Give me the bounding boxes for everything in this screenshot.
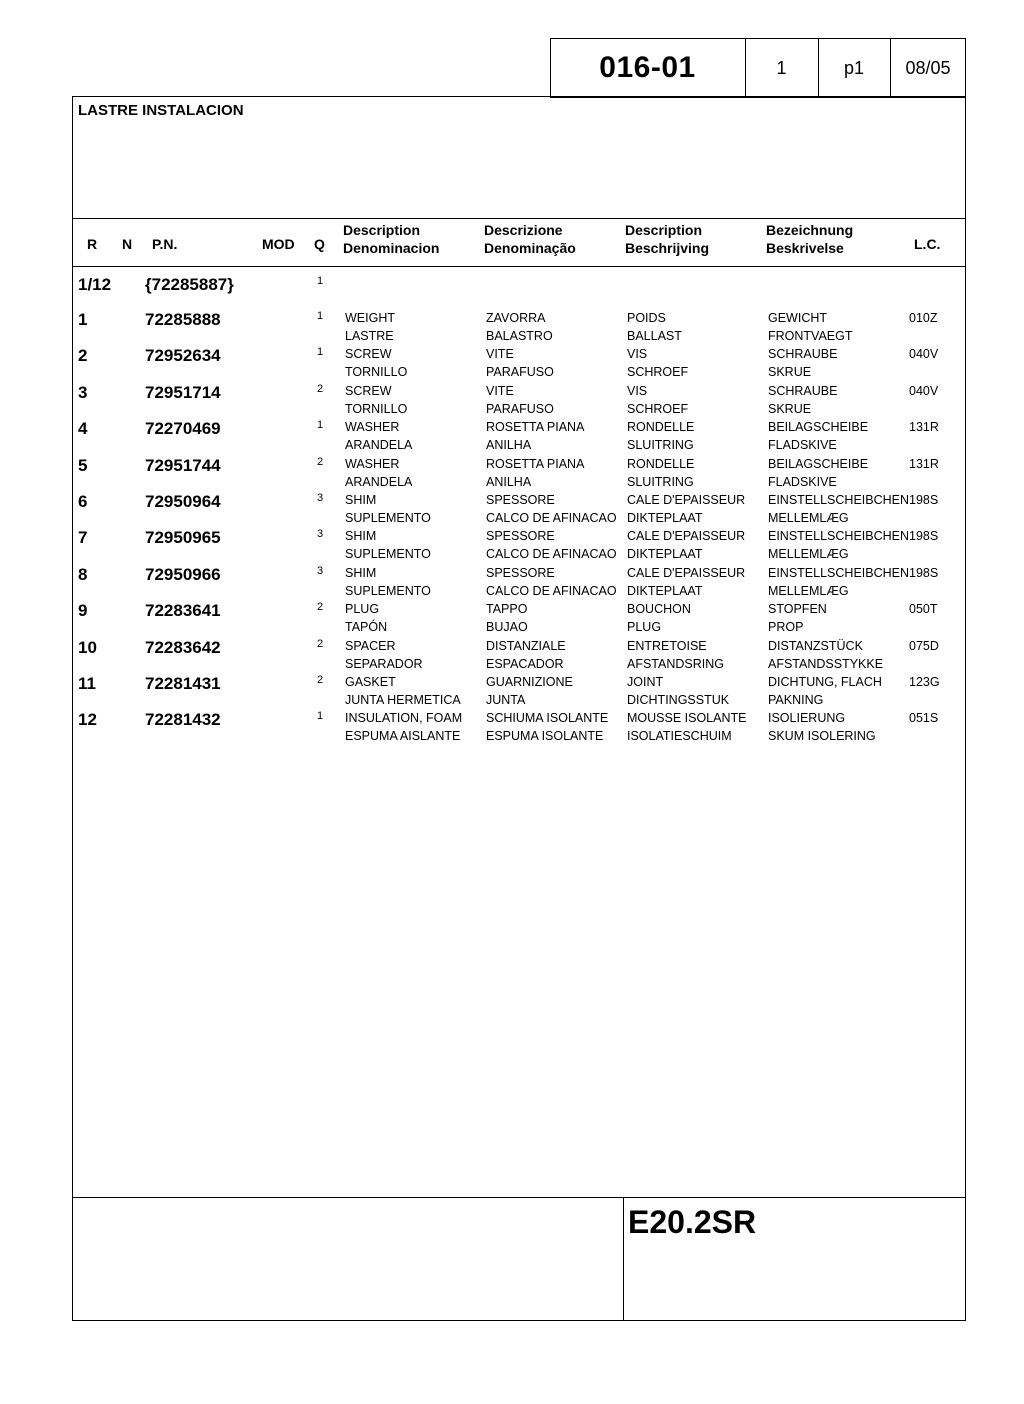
desc-it: DISTANZIALE bbox=[486, 638, 566, 653]
quantity: 2 bbox=[317, 601, 324, 614]
desc-it: GUARNIZIONE bbox=[486, 675, 573, 689]
desc-fr: CALE D'EPAISSEUR bbox=[627, 565, 746, 580]
part-number: 72283641 bbox=[145, 601, 221, 621]
desc-da: FLADSKIVE bbox=[768, 474, 837, 489]
desc-es: TAPÓN bbox=[345, 620, 388, 635]
desc-nl: DIKTEPLAAT bbox=[627, 547, 703, 562]
desc-pt: BUJAO bbox=[486, 620, 528, 635]
desc-en: SHIM bbox=[345, 493, 377, 507]
desc-fr: CALE D'EPAISSEUR bbox=[627, 529, 746, 544]
divider bbox=[72, 1197, 966, 1198]
desc-pt: CALCO DE AFINACAO bbox=[486, 511, 617, 525]
divider bbox=[72, 266, 966, 267]
desc-de: ISOLIERUNG bbox=[768, 711, 846, 726]
lc-code: 050T bbox=[909, 602, 938, 617]
desc-it: VITE bbox=[486, 347, 514, 362]
desc-it: SPESSORE bbox=[486, 493, 555, 507]
ref-number: 9 bbox=[78, 601, 88, 621]
desc-es: ARANDELA bbox=[345, 438, 413, 453]
desc-nl: DICHTINGSSTUK bbox=[627, 693, 730, 707]
desc-en: GASKET bbox=[345, 675, 396, 689]
desc-de: BEILAGSCHEIBE bbox=[768, 456, 869, 471]
desc-pt: CALCO DE AFINACAO bbox=[486, 547, 617, 562]
desc-nl: DIKTEPLAAT bbox=[627, 583, 703, 598]
col-n: N bbox=[122, 236, 133, 252]
ref-number: 2 bbox=[78, 346, 88, 366]
desc-pt: PARAFUSO bbox=[486, 365, 554, 380]
desc-it: ZAVORRA bbox=[486, 311, 546, 325]
desc-it: SPESSORE bbox=[486, 529, 555, 544]
divider bbox=[623, 1197, 624, 1321]
desc-da: PAKNING bbox=[768, 693, 824, 707]
desc-es: ESPUMA AISLANTE bbox=[345, 729, 461, 744]
desc-pt: ANILHA bbox=[486, 474, 532, 489]
quantity: 1 bbox=[317, 710, 324, 723]
desc-en: SHIM bbox=[345, 529, 377, 544]
desc-fr: VIS bbox=[627, 347, 648, 362]
desc-da: MELLEMLÆG bbox=[768, 547, 849, 562]
quantity: 3 bbox=[317, 564, 324, 577]
desc-de: DISTANZSTÜCK bbox=[768, 638, 863, 653]
desc-de: SCHRAUBE bbox=[768, 383, 838, 398]
lc-code: 010Z bbox=[909, 311, 938, 325]
desc-nl: BALLAST bbox=[627, 329, 682, 343]
desc-nl: SLUITRING bbox=[627, 438, 694, 453]
desc-pt: CALCO DE AFINACAO bbox=[486, 583, 617, 598]
part-number: 72951744 bbox=[145, 455, 221, 475]
desc-it: SPESSORE bbox=[486, 565, 555, 580]
desc-fr: VIS bbox=[627, 383, 648, 398]
desc-nl: PLUG bbox=[627, 620, 662, 635]
page-code: 016-01 bbox=[599, 51, 696, 84]
desc-en: WASHER bbox=[345, 456, 400, 471]
desc-es: SUPLEMENTO bbox=[345, 547, 431, 562]
desc-it: ROSETTA PIANA bbox=[486, 420, 585, 435]
desc-es: LASTRE bbox=[345, 329, 394, 343]
desc-en: SHIM bbox=[345, 565, 377, 580]
quantity: 2 bbox=[317, 455, 324, 468]
lc-code: 123G bbox=[909, 675, 940, 689]
lc-code: 075D bbox=[909, 638, 939, 653]
desc-de: BEILAGSCHEIBE bbox=[768, 420, 869, 435]
col-q: Q bbox=[314, 236, 325, 252]
col-desc-pt: Denominação bbox=[484, 240, 576, 256]
desc-da: FRONTVAEGT bbox=[768, 329, 853, 343]
desc-pt: PARAFUSO bbox=[486, 401, 554, 416]
quantity: 3 bbox=[317, 528, 324, 541]
desc-nl: ISOLATIESCHUIM bbox=[627, 729, 732, 744]
desc-da: SKRUE bbox=[768, 401, 812, 416]
desc-fr: POIDS bbox=[627, 311, 666, 325]
ref-number: 11 bbox=[78, 674, 96, 693]
ref-number: 3 bbox=[78, 382, 88, 402]
part-number: 72950964 bbox=[145, 492, 221, 511]
col-desc-en: Description bbox=[343, 222, 421, 238]
ref-number: 1 bbox=[78, 310, 88, 329]
col-desc-nl: Beschrijving bbox=[625, 240, 710, 256]
lc-code: 131R bbox=[909, 420, 939, 435]
part-number: 72283642 bbox=[145, 637, 221, 657]
part-number: 72951714 bbox=[145, 382, 221, 402]
part-number: 72281432 bbox=[145, 710, 221, 730]
lc-code: 040V bbox=[909, 347, 939, 362]
desc-pt: ESPACADOR bbox=[486, 656, 564, 671]
desc-fr: MOUSSE ISOLANTE bbox=[627, 711, 747, 726]
sheet-number: 1 bbox=[776, 57, 787, 78]
desc-it: TAPPO bbox=[486, 602, 528, 617]
lc-code: 131R bbox=[909, 456, 939, 471]
col-desc-da: Beskrivelse bbox=[766, 240, 844, 256]
desc-pt: ANILHA bbox=[486, 438, 532, 453]
col-desc-de: Bezeichnung bbox=[766, 222, 854, 238]
desc-en: PLUG bbox=[345, 602, 380, 617]
desc-nl: SCHROEF bbox=[627, 365, 689, 380]
part-number: 72952634 bbox=[145, 346, 221, 366]
desc-da: SKUM ISOLERING bbox=[768, 729, 876, 744]
model-code: E20.2SR bbox=[628, 1204, 757, 1240]
desc-nl: DIKTEPLAAT bbox=[627, 511, 703, 525]
desc-fr: RONDELLE bbox=[627, 456, 695, 471]
desc-it: SCHIUMA ISOLANTE bbox=[486, 711, 609, 726]
desc-pt: BALASTRO bbox=[486, 329, 553, 343]
desc-en: INSULATION, FOAM bbox=[345, 711, 463, 726]
desc-de: SCHRAUBE bbox=[768, 347, 838, 362]
ref-number: 12 bbox=[78, 710, 97, 730]
ref-number: 7 bbox=[78, 528, 88, 548]
desc-fr: ENTRETOISE bbox=[627, 638, 707, 653]
part-number: 72270469 bbox=[145, 419, 221, 439]
desc-es: SUPLEMENTO bbox=[345, 583, 431, 598]
col-mod: MOD bbox=[262, 236, 295, 252]
quantity: 1 bbox=[317, 346, 324, 359]
lc-code: 051S bbox=[909, 711, 939, 726]
desc-fr: BOUCHON bbox=[627, 602, 691, 617]
desc-da: PROP bbox=[768, 620, 804, 635]
desc-pt: JUNTA bbox=[486, 693, 526, 707]
desc-fr: RONDELLE bbox=[627, 420, 695, 435]
assembly-ref: 1/12 bbox=[78, 275, 112, 294]
desc-pt: ESPUMA ISOLANTE bbox=[486, 729, 604, 744]
desc-de: EINSTELLSCHEIBCHEN bbox=[768, 493, 910, 507]
ref-number: 6 bbox=[78, 492, 88, 511]
desc-en: WASHER bbox=[345, 420, 400, 435]
lc-code: 198S bbox=[909, 565, 939, 580]
desc-it: ROSETTA PIANA bbox=[486, 456, 585, 471]
quantity: 1 bbox=[317, 310, 324, 322]
col-lc: L.C. bbox=[914, 236, 941, 252]
desc-da: FLADSKIVE bbox=[768, 438, 837, 453]
col-pn: P.N. bbox=[152, 236, 178, 252]
revision-date: 08/05 bbox=[905, 57, 951, 78]
lc-code: 198S bbox=[909, 493, 939, 507]
desc-es: SUPLEMENTO bbox=[345, 511, 431, 525]
desc-nl: SCHROEF bbox=[627, 401, 689, 416]
quantity: 2 bbox=[317, 637, 324, 650]
col-desc-es: Denominacion bbox=[343, 240, 440, 256]
page-label: p1 bbox=[843, 57, 865, 78]
desc-de: STOPFEN bbox=[768, 602, 827, 617]
part-number: 72281431 bbox=[145, 674, 221, 693]
ref-number: 4 bbox=[78, 419, 88, 439]
desc-en: SCREW bbox=[345, 347, 392, 362]
assembly-part-number: {72285887} bbox=[145, 275, 234, 294]
desc-de: EINSTELLSCHEIBCHEN bbox=[768, 529, 910, 544]
part-number: 72950966 bbox=[145, 564, 221, 584]
desc-de: DICHTUNG, FLACH bbox=[768, 675, 882, 689]
part-number: 72285888 bbox=[145, 310, 221, 329]
desc-it: VITE bbox=[486, 383, 514, 398]
desc-da: MELLEMLÆG bbox=[768, 511, 849, 525]
assembly-quantity: 1 bbox=[317, 275, 324, 287]
ref-number: 5 bbox=[78, 455, 88, 475]
desc-de: GEWICHT bbox=[768, 311, 828, 325]
desc-da: SKRUE bbox=[768, 365, 812, 380]
desc-nl: SLUITRING bbox=[627, 474, 694, 489]
desc-en: SPACER bbox=[345, 638, 396, 653]
quantity: 2 bbox=[317, 382, 324, 395]
col-desc-it: Descrizione bbox=[484, 222, 563, 238]
page-title: LASTRE INSTALACION bbox=[78, 102, 244, 119]
desc-en: WEIGHT bbox=[345, 311, 395, 325]
desc-da: MELLEMLÆG bbox=[768, 583, 849, 598]
quantity: 3 bbox=[317, 492, 324, 504]
desc-en: SCREW bbox=[345, 383, 392, 398]
col-r: R bbox=[87, 236, 98, 252]
lc-code: 198S bbox=[909, 529, 939, 544]
desc-es: TORNILLO bbox=[345, 365, 408, 380]
divider bbox=[72, 218, 966, 219]
desc-da: AFSTANDSSTYKKE bbox=[768, 656, 884, 671]
desc-es: ARANDELA bbox=[345, 474, 413, 489]
quantity: 2 bbox=[317, 674, 324, 686]
col-desc-fr: Description bbox=[625, 222, 703, 238]
desc-es: SEPARADOR bbox=[345, 656, 423, 671]
desc-fr: CALE D'EPAISSEUR bbox=[627, 493, 746, 507]
desc-nl: AFSTANDSRING bbox=[627, 656, 724, 671]
desc-es: TORNILLO bbox=[345, 401, 408, 416]
desc-es: JUNTA HERMETICA bbox=[345, 693, 461, 707]
desc-de: EINSTELLSCHEIBCHEN bbox=[768, 565, 910, 580]
desc-fr: JOINT bbox=[627, 675, 664, 689]
quantity: 1 bbox=[317, 419, 324, 432]
part-number: 72950965 bbox=[145, 528, 221, 548]
ref-number: 8 bbox=[78, 564, 88, 584]
lc-code: 040V bbox=[909, 383, 939, 398]
ref-number: 10 bbox=[78, 637, 97, 657]
